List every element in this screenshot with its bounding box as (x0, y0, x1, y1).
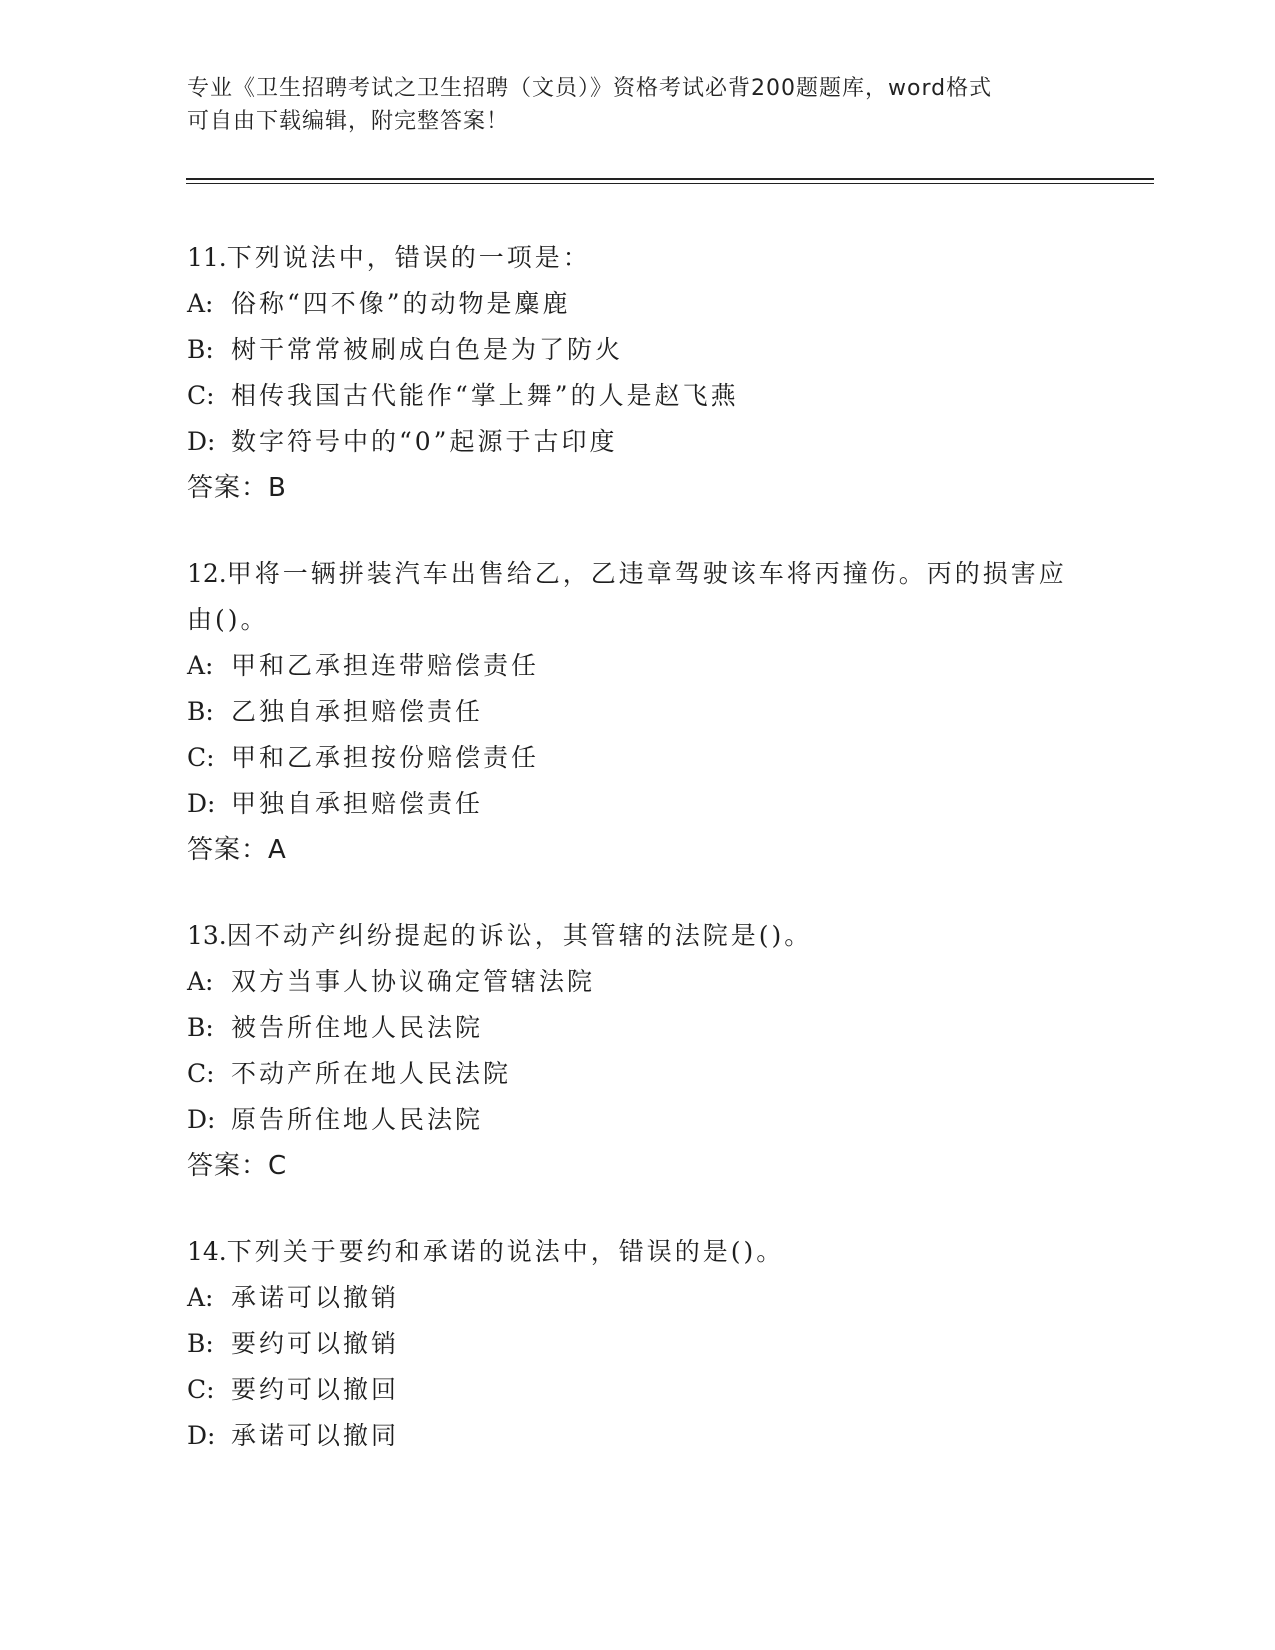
answer-line: 答案：A (187, 835, 287, 865)
question-text: 下列关于要约和承诺的说法中，错误的是()。 (226, 1237, 785, 1266)
option-d (187, 781, 1087, 827)
question-text: 因不动产纠纷提起的诉讼，其管辖的法院是()。 (226, 921, 813, 950)
option-d (187, 419, 1087, 465)
question-stem (187, 551, 1087, 643)
option-a (187, 1275, 1087, 1321)
option-text: 乙独自承担赔偿责任 (231, 697, 484, 726)
question-11 (187, 235, 1087, 511)
option-key: B: (187, 697, 214, 726)
option-key: B: (187, 1329, 214, 1358)
option-c (187, 735, 1087, 781)
answer-line: 答案：B (187, 473, 287, 503)
option-text: 双方当事人协议确定管辖法院 (231, 967, 596, 996)
option-d (187, 1097, 1087, 1143)
option-b (187, 1005, 1087, 1051)
option-text: 甲独自承担赔偿责任 (231, 789, 484, 818)
question-12 (187, 551, 1087, 873)
option-b (187, 689, 1087, 735)
option-key: A: (187, 289, 214, 318)
option-text: 不动产所在地人民法院 (231, 1059, 512, 1088)
option-key: D: (187, 789, 216, 818)
option-b (187, 327, 1087, 373)
option-b (187, 1321, 1087, 1367)
header-divider-thin (186, 183, 1154, 184)
answer-line: 答案：C (187, 1151, 288, 1181)
question-stem (187, 913, 1087, 959)
question-list (187, 235, 1087, 1499)
question-number: 12. (187, 559, 227, 588)
option-key: C: (187, 381, 215, 410)
option-key: B: (187, 1013, 214, 1042)
header-divider-thick (186, 178, 1154, 180)
header-line-2: 可自由下载编辑，附完整答案！ (187, 109, 510, 134)
option-c (187, 1367, 1087, 1413)
question-14 (187, 1229, 1087, 1459)
option-text: 要约可以撤销 (231, 1329, 400, 1358)
question-13 (187, 913, 1087, 1189)
question-number: 13. (187, 921, 227, 950)
option-a (187, 643, 1087, 689)
option-text: 相传我国古代能作“掌上舞”的人是赵飞燕 (231, 381, 739, 410)
question-stem (187, 1229, 1087, 1275)
option-key: C: (187, 1059, 215, 1088)
option-text: 被告所住地人民法院 (231, 1013, 484, 1042)
option-c (187, 1051, 1087, 1097)
option-a (187, 281, 1087, 327)
option-key: B: (187, 335, 214, 364)
option-text: 数字符号中的“0”起源于古印度 (231, 427, 618, 456)
question-number: 11. (187, 243, 227, 272)
document-header (187, 72, 1067, 138)
option-key: C: (187, 743, 215, 772)
option-d (187, 1413, 1087, 1459)
question-stem (187, 235, 1087, 281)
option-key: A: (187, 967, 214, 996)
option-key: A: (187, 1283, 214, 1312)
option-text: 承诺可以撤同 (231, 1421, 400, 1450)
option-key: C: (187, 1375, 215, 1404)
option-text: 要约可以撤回 (231, 1375, 400, 1404)
question-number: 14. (187, 1237, 227, 1266)
option-a (187, 959, 1087, 1005)
question-text: 甲将一辆拼装汽车出售给乙，乙违章驾驶该车将丙撞伤。丙的损害应由()。 (187, 559, 1067, 634)
header-line-1: 专业《卫生招聘考试之卫生招聘（文员）》资格考试必背200题题库，word格式 (187, 76, 993, 101)
option-key: D: (187, 1421, 216, 1450)
option-text: 甲和乙承担连带赔偿责任 (231, 651, 540, 680)
option-text: 俗称“四不像”的动物是麋鹿 (231, 289, 571, 318)
option-c (187, 373, 1087, 419)
option-key: D: (187, 1105, 216, 1134)
question-text: 下列说法中，错误的一项是： (226, 243, 591, 272)
option-text: 原告所住地人民法院 (231, 1105, 484, 1134)
option-text: 树干常常被刷成白色是为了防火 (231, 335, 624, 364)
option-key: A: (187, 651, 214, 680)
option-text: 甲和乙承担按份赔偿责任 (231, 743, 540, 772)
option-text: 承诺可以撤销 (231, 1283, 400, 1312)
option-key: D: (187, 427, 216, 456)
